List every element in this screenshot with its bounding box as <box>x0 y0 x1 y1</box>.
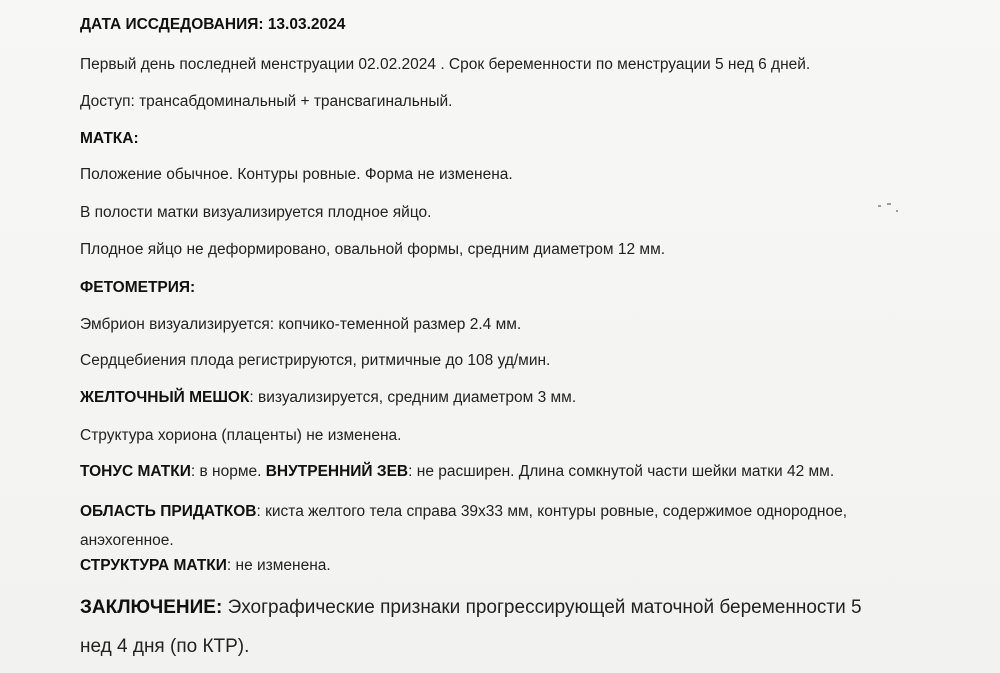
tone-line <box>80 462 834 482</box>
chorion-line: Структура хориона (плаценты) не изменена. <box>80 427 402 444</box>
uterus-structure-text: : не изменена. <box>226 557 331 574</box>
tone-label: ТОНУС МАТКИ <box>80 463 191 480</box>
fetometry-heading: ФЕТОМЕТРИЯ: <box>80 279 196 296</box>
yolk-sac-label: ЖЕЛТОЧНЫЙ МЕШОК <box>80 389 250 406</box>
uterus-structure-label: СТРУКТУРА МАТКИ <box>80 557 227 574</box>
gestational-sac-line: Плодное яйцо не деформировано, овальной формы, средним диаметром 12 мм. <box>80 241 666 258</box>
adnexa-label: ОБЛАСТЬ ПРИДАТКОВ <box>80 503 257 520</box>
conclusion-line <box>80 593 862 623</box>
adnexa-line-cont: анэхогенное. <box>80 532 174 549</box>
study-date-heading: ДАТА ИССДЕДОВАНИЯ: 13.03.2024 <box>80 16 346 33</box>
tone-text: : в норме. <box>190 463 266 480</box>
conclusion-line-cont: нед 4 дня (по КТР). <box>80 636 250 657</box>
adnexa-text: : киста желтого тела справа 39х33 мм, контуры ровные, содержимое однородное, <box>256 503 848 520</box>
conclusion-label: ЗАКЛЮЧЕНИЕ: <box>80 597 223 618</box>
yolk-sac-line <box>80 388 576 408</box>
uterus-cavity-line: В полости матки визуализируется плодное яйцо. <box>80 204 432 221</box>
uterus-heading: МАТКА: <box>80 130 139 147</box>
paper-speck <box>878 205 881 207</box>
lmp-line: Первый день последней менструации 02.02.2024 . Срок беременности по менструации 5 нед 6 дней. <box>80 56 811 73</box>
paper-speck <box>887 203 891 205</box>
internal-os-label: ВНУТРЕННИЙ ЗЕВ <box>265 463 409 480</box>
embryo-line: Эмбрион визуализируется: копчико-теменной размер 2.4 мм. <box>80 316 522 333</box>
internal-os-text: : не расширен. Длина сомкнутой части шейки матки 42 мм. <box>408 463 835 480</box>
conclusion-text: Эхографические признаки прогрессирующей маточной беременности 5 <box>222 597 862 618</box>
uterus-position-line: Положение обычное. Контуры ровные. Форма не изменена. <box>80 166 513 183</box>
paper-speck <box>896 210 898 212</box>
adnexa-line <box>80 502 847 522</box>
uterus-structure-line <box>80 556 331 576</box>
heartbeat-line: Сердцебиения плода регистрируются, ритмичные до 108 уд/мин. <box>80 352 551 369</box>
access-line: Доступ: трансабдоминальный + трансвагинальный. <box>80 93 453 110</box>
yolk-sac-text: : визуализируется, средним диаметром 3 мм. <box>249 389 577 406</box>
